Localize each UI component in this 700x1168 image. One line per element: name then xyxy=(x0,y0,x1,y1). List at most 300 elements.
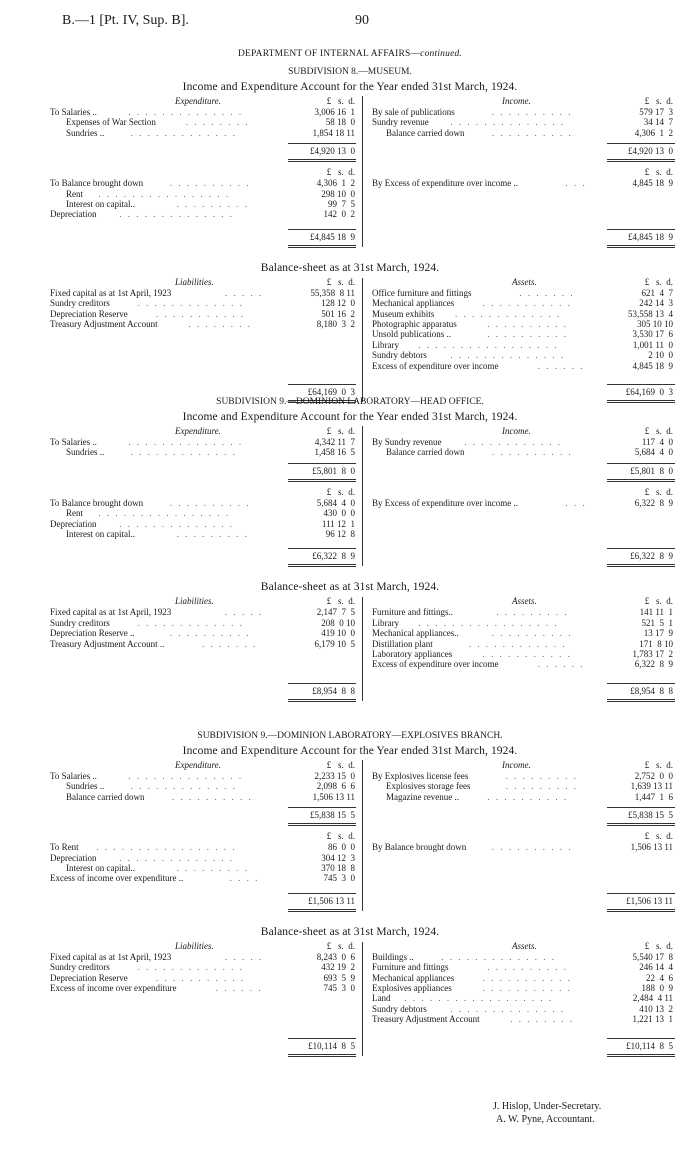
expenditure-row xyxy=(50,874,355,884)
bs-units-left-pence: d. xyxy=(348,940,355,951)
income-row-amount: 2,752 0 0 xyxy=(634,771,673,781)
subtotal-rule xyxy=(607,1038,675,1039)
income-row-label: By Excess of expenditure over income .. xyxy=(372,497,518,508)
ie-units-left-2-pence: d. xyxy=(348,167,355,178)
expenditure-row xyxy=(66,509,355,519)
subtotal-rule xyxy=(288,1038,356,1039)
asset-row-label: Museum exhibits xyxy=(372,308,435,319)
asset-row-label: Excess of expenditure over income xyxy=(372,659,499,670)
ie-units-right-2-pound: £ xyxy=(644,831,650,842)
income-row xyxy=(386,129,673,139)
bs-units-right-shilling: s. xyxy=(655,596,662,607)
ie-units-right-pound: £ xyxy=(644,760,650,770)
subtotal-rule xyxy=(288,683,356,684)
leader-dots: . . . . . . . . . . xyxy=(492,448,573,458)
total-double-rule xyxy=(288,159,356,162)
leader-dots: . . . . . . . . . . . . . xyxy=(455,309,562,319)
expenditure-row-amount: 96 12 8 xyxy=(325,529,355,539)
signature-accountant: A. W. Pyne, Accountant. xyxy=(496,1114,595,1125)
asset-row xyxy=(372,362,673,372)
expenditure-row xyxy=(66,793,355,803)
expenditure-row-label: Rent xyxy=(66,508,83,519)
leader-dots: . . . xyxy=(565,498,587,508)
liability-row-label: Depreciation Reserve .. xyxy=(50,628,135,639)
subtotal-rule xyxy=(607,548,675,549)
expenditure-row xyxy=(66,782,355,792)
leader-dots: . . . . . . . . . . . . . . xyxy=(119,853,234,863)
ie-units-right-2-pound: £ xyxy=(644,167,650,178)
expenditure-row-amount: 2,098 6 6 xyxy=(316,781,355,792)
subdivision-title: SUBDIVISION 9.—DOMINION LABORATORY—HEAD OFFICE. xyxy=(216,397,484,407)
leader-dots: . . . . . . . . . . xyxy=(487,792,569,802)
total-double-rule xyxy=(607,245,675,248)
asset-row-amount: 4,845 18 9 xyxy=(632,360,673,371)
leader-dots: . . . . . . . . . . . . . xyxy=(137,963,244,973)
bs-units-right-pence: d. xyxy=(666,596,673,607)
ie-units-right-2 xyxy=(613,168,673,177)
ie-units-left-2-shilling: s. xyxy=(337,486,344,497)
asset-row xyxy=(372,963,673,973)
expenditure-row-amount: 430 0 0 xyxy=(323,508,355,519)
bs-total-right: £64,169 0 3 xyxy=(625,387,673,397)
total-double-rule xyxy=(607,699,675,702)
income-row-amount: 117 4 0 xyxy=(641,437,673,447)
ie-total-right: £5,801 8 0 xyxy=(630,465,673,476)
asset-row-label: Mechanical appliances xyxy=(372,972,455,983)
asset-row-amount: 410 13 2 xyxy=(639,1003,673,1014)
expenditure-row-amount: 5,684 4 0 xyxy=(316,497,355,508)
total-double-rule xyxy=(288,699,356,702)
asset-row xyxy=(372,351,673,361)
liability-row-amount: 432 19 2 xyxy=(321,962,355,973)
total-double-rule xyxy=(607,479,675,482)
asset-row-label: Furniture and fittings xyxy=(372,962,449,973)
ie-units-right xyxy=(613,761,673,770)
continued-label: continued. xyxy=(420,49,463,59)
subtotal-rule xyxy=(288,143,356,144)
bs-units-left-shilling: s. xyxy=(337,940,344,951)
asset-row-label: Library xyxy=(372,617,399,628)
expenditure-row-amount: 4,342 11 7 xyxy=(314,437,355,447)
ie-units-right xyxy=(613,97,673,106)
income-row xyxy=(372,118,673,128)
ie-units-right-pound: £ xyxy=(644,96,650,106)
bs-units-right-pound: £ xyxy=(644,596,650,607)
asset-row-amount: 1,221 13 1 xyxy=(632,1014,673,1025)
asset-row-amount: 22 4 6 xyxy=(646,972,673,983)
total-double-rule xyxy=(288,1054,356,1057)
ie-total-left: £4,920 13 0 xyxy=(310,146,355,157)
subtotal-rule xyxy=(288,229,356,230)
leader-dots: . . . . . . . . . . . . . . . . . . xyxy=(404,994,554,1004)
ie-units-left-shilling: s. xyxy=(337,426,344,436)
expenditure-row-label: Balance carried down xyxy=(66,791,145,802)
asset-row-label: Unsold publications .. xyxy=(372,329,451,340)
expenditure-row xyxy=(66,118,355,128)
asset-row-amount: 3,530 17 6 xyxy=(632,329,673,340)
expenditure-row-label: To Rent xyxy=(50,842,79,853)
expenditure-row-amount: 745 3 0 xyxy=(323,873,355,884)
leader-dots: . . . . . . . . . . . xyxy=(482,973,572,983)
ie-units-left-shilling: s. xyxy=(337,96,344,106)
ie-units-left-pound: £ xyxy=(326,96,332,106)
leader-dots: . . . . . . . . . xyxy=(176,200,249,209)
subtotal-rule xyxy=(288,893,356,894)
leader-dots: . . . . . . . . . . . xyxy=(156,309,246,319)
asset-row-amount: 141 11 1 xyxy=(639,607,673,618)
ie-units-right-shilling: s. xyxy=(655,426,662,436)
income-expenditure-title: Income and Expenditure Account for the Year ended 31st March, 1924. xyxy=(182,81,518,93)
total-double-rule xyxy=(607,159,675,162)
leader-dots: . . . . . . . . . . . . . . xyxy=(450,118,566,128)
liability-row-label: Sundry creditors xyxy=(50,617,110,628)
leader-dots: . . . . . . . . . . . . . . xyxy=(128,438,244,447)
expenditure-row xyxy=(50,179,355,189)
expenditure-row-amount: 2,233 15 0 xyxy=(314,771,355,781)
leader-dots: . . . . . . . . . . . . . . xyxy=(119,519,234,529)
ie-units-left-shilling: s. xyxy=(337,760,344,770)
bs-column-divider xyxy=(362,942,363,1056)
asset-row xyxy=(372,299,673,309)
income-row-label: By Balance brought down xyxy=(372,842,467,853)
liability-row-amount: 501 16 2 xyxy=(321,308,355,319)
bs-column-divider xyxy=(362,597,363,700)
leader-dots: . . . . . . . . . xyxy=(176,864,249,873)
page-number: 90 xyxy=(355,13,369,28)
ie-total-left-2: £4,845 18 9 xyxy=(310,231,355,242)
leader-dots: . . . . . . . . . . xyxy=(169,629,251,639)
leader-dots: . . . . . . . . . . . . . . xyxy=(450,1004,566,1014)
liabilities-column-head: Liabilities. xyxy=(175,940,214,951)
liability-row-label: Fixed capital as at 1st April, 1923 xyxy=(50,287,172,298)
bs-units-right-shilling: s. xyxy=(655,940,662,951)
leader-dots: . . . . . . . . . . xyxy=(492,128,573,138)
asset-row xyxy=(372,608,673,618)
income-row xyxy=(372,179,673,189)
leader-dots: . . . . . . . . . . . . . . . . . xyxy=(96,843,237,853)
leader-dots: . . . . . . . . . xyxy=(505,772,578,781)
bs-total-left: £64,169 0 3 xyxy=(307,387,355,397)
asset-row-amount: 188 0 9 xyxy=(641,983,673,993)
expenditure-row-amount: 142 0 2 xyxy=(323,209,355,220)
liability-row-amount: 8,180 3 2 xyxy=(316,319,355,329)
income-row-amount: 1,447 1 6 xyxy=(634,791,673,802)
leader-dots: . . . . . . . . . . . xyxy=(482,299,572,309)
balance-sheet-title: Balance-sheet as at 31st March, 1924. xyxy=(260,581,440,594)
expenditure-row-label: Depreciation xyxy=(50,852,97,863)
ie-units-right-2-pence: d. xyxy=(666,831,673,842)
ie-units-left-2-shilling: s. xyxy=(337,167,344,178)
ie-units-left-2-pence: d. xyxy=(348,486,355,497)
leader-dots: . . . . . . . . . . . . . xyxy=(130,448,237,458)
bs-units-left-shilling: s. xyxy=(337,276,344,287)
balance-sheet-title: Balance-sheet as at 31st March, 1924. xyxy=(260,925,440,938)
leader-dots: . . . . . . xyxy=(215,984,263,993)
income-column-head: Income. xyxy=(502,96,531,106)
income-column-head: Income. xyxy=(502,426,531,436)
expenditure-row-label: Expenses of War Section xyxy=(66,117,156,128)
asset-row-amount: 621 4 7 xyxy=(641,287,673,298)
income-row-amount: 1,506 13 11 xyxy=(630,842,673,853)
liability-row-amount: 6,179 10 5 xyxy=(314,638,355,649)
liability-row-amount: 745 3 0 xyxy=(323,983,355,993)
leader-dots: . . . . . . . . . . xyxy=(169,498,251,508)
liability-row-amount: 208 0 10 xyxy=(321,617,355,628)
ie-units-left xyxy=(295,761,355,770)
total-double-rule xyxy=(288,245,356,248)
liability-row xyxy=(50,640,355,650)
leader-dots: . . . . . . . . . . . . . xyxy=(137,299,244,309)
ie-units-left-2-shilling: s. xyxy=(337,831,344,842)
ie-units-right-2 xyxy=(613,488,673,497)
leader-dots: . . . . . . xyxy=(537,361,585,371)
expenditure-row-amount: 1,506 13 11 xyxy=(312,791,355,802)
liability-row-amount: 128 12 0 xyxy=(321,298,355,309)
liability-row xyxy=(50,629,355,639)
expenditure-row xyxy=(50,843,355,853)
ie-column-divider xyxy=(362,96,363,247)
expenditure-row-label: Depreciation xyxy=(50,518,97,529)
total-double-rule xyxy=(607,823,675,826)
leader-dots: . . . . . . . . . . xyxy=(487,320,568,329)
liability-row xyxy=(50,984,355,994)
ie-units-left-pence: d. xyxy=(348,426,355,436)
expenditure-row-amount: 1,458 16 5 xyxy=(314,447,355,458)
ie-units-left xyxy=(295,427,355,436)
total-double-rule xyxy=(288,564,356,567)
leader-dots: . . . . . . . . . xyxy=(496,608,569,618)
leader-dots: . . . . . . . . xyxy=(510,1015,574,1025)
subtotal-rule xyxy=(288,463,356,464)
ie-units-left-2 xyxy=(295,168,355,177)
total-double-rule xyxy=(607,1054,675,1057)
leader-dots: . . . . . . . . . . . . . xyxy=(137,618,244,628)
bs-total-left: £8,954 8 8 xyxy=(312,685,355,696)
bs-units-right-shilling: s. xyxy=(655,276,662,287)
bs-total-right: £10,114 8 5 xyxy=(626,1040,673,1051)
subdivision-title: SUBDIVISION 8.—MUSEUM. xyxy=(288,67,412,77)
bs-units-left-pound: £ xyxy=(326,940,332,951)
asset-row-amount: 13 17 9 xyxy=(643,628,673,639)
leader-dots: . . . . . . . . . . xyxy=(487,330,568,340)
liability-row-label: Fixed capital as at 1st April, 1923 xyxy=(50,607,172,618)
subtotal-rule xyxy=(607,143,675,144)
asset-row-amount: 521 5 1 xyxy=(641,617,673,628)
bs-units-left xyxy=(295,278,355,287)
asset-row xyxy=(372,1015,673,1025)
liability-row-amount: 55,358 8 11 xyxy=(310,287,355,298)
bs-units-right xyxy=(613,278,673,287)
income-row-amount: 579 17 3 xyxy=(639,107,673,117)
expenditure-row xyxy=(66,129,355,139)
asset-row-label: Mechanical appliances.. xyxy=(372,628,459,639)
leader-dots: . . . . . xyxy=(225,608,264,618)
bs-total-left: £10,114 8 5 xyxy=(308,1040,355,1051)
income-row-label: Magazine revenue .. xyxy=(386,791,459,802)
subtotal-rule xyxy=(607,807,675,808)
ie-units-right-pence: d. xyxy=(666,760,673,770)
income-row-label: Balance carried down xyxy=(386,447,465,458)
asset-row xyxy=(372,660,673,670)
asset-row-label: Furniture and fittings.. xyxy=(372,607,453,618)
asset-row-label: Excess of expenditure over income xyxy=(372,360,499,371)
subtotal-rule xyxy=(607,229,675,230)
leader-dots: . . . . . . . xyxy=(202,639,258,649)
asset-row-label: Photographic apparatus xyxy=(372,319,457,329)
liability-row xyxy=(50,299,355,309)
asset-row-amount: 6,322 8 9 xyxy=(634,659,673,670)
ie-units-left-pound: £ xyxy=(326,426,332,436)
expenditure-row-label: Sundries .. xyxy=(66,781,105,792)
ie-units-left-pence: d. xyxy=(348,760,355,770)
asset-row xyxy=(372,994,673,1004)
expenditure-row-amount: 298 10 0 xyxy=(321,188,355,199)
liability-row-amount: 419 10 0 xyxy=(321,628,355,639)
expenditure-column-head: Expenditure. xyxy=(175,760,221,770)
ie-total-left-2: £1,506 13 11 xyxy=(308,895,355,906)
income-row-amount: 1,639 13 11 xyxy=(630,781,673,792)
income-row xyxy=(386,793,673,803)
bs-units-left-pence: d. xyxy=(348,596,355,607)
liability-row-label: Fixed capital as at 1st April, 1923 xyxy=(50,951,172,962)
ie-units-right-2-shilling: s. xyxy=(655,831,662,842)
subdivision-title: SUBDIVISION 9.—DOMINION LABORATORY—EXPLOSIVES BRANCH. xyxy=(197,731,503,741)
leader-dots: . . . . . . . . . . xyxy=(491,629,573,639)
asset-row-amount: 2 10 0 xyxy=(648,350,673,361)
leader-dots: . . . . . . . . xyxy=(185,118,250,128)
total-double-rule xyxy=(288,823,356,826)
asset-row-amount: 242 14 3 xyxy=(639,298,673,309)
expenditure-row xyxy=(66,200,355,210)
expenditure-row-label: Interest on capital.. xyxy=(66,529,135,539)
income-row-label: By Sundry revenue xyxy=(372,437,442,447)
income-row-label: By Explosives license fees xyxy=(372,771,469,781)
leader-dots: . . . . . . . . . . . . xyxy=(464,438,562,447)
ie-units-right-2-shilling: s. xyxy=(655,167,662,178)
bs-units-right xyxy=(613,942,673,951)
asset-row-label: Library xyxy=(372,339,399,350)
income-expenditure-title: Income and Expenditure Account for the Year ended 31st March, 1924. xyxy=(182,745,518,757)
expenditure-row xyxy=(66,448,355,458)
income-row-amount: 34 14 7 xyxy=(643,117,673,128)
liability-row xyxy=(50,963,355,973)
expenditure-row-label: To Salaries .. xyxy=(50,771,97,781)
ie-units-right-2-pound: £ xyxy=(644,486,650,497)
assets-column-head: Assets. xyxy=(512,940,537,951)
liabilities-column-head: Liabilities. xyxy=(175,596,214,607)
subtotal-rule xyxy=(288,807,356,808)
expenditure-row-label: To Balance brought down xyxy=(50,497,144,508)
ie-units-right-2-pence: d. xyxy=(666,486,673,497)
signature-under-secretary: J. Hislop, Under-Secretary. xyxy=(493,1101,602,1112)
income-row-label: By Excess of expenditure over income .. xyxy=(372,178,518,189)
expenditure-column-head: Expenditure. xyxy=(175,426,221,436)
liability-row-label: Sundry creditors xyxy=(50,298,110,309)
bs-units-right-pence: d. xyxy=(666,940,673,951)
asset-row xyxy=(372,984,673,994)
asset-row-label: Office furniture and fittings xyxy=(372,287,472,298)
expenditure-row-label: Rent xyxy=(66,188,83,199)
leader-dots: . . . . xyxy=(229,874,260,884)
asset-row-amount: 53,558 13 4 xyxy=(628,308,673,319)
liability-row-label: Excess of income over expenditure xyxy=(50,983,177,993)
asset-row-label: Laboratory appliances xyxy=(372,649,453,659)
ie-units-right-2 xyxy=(613,832,673,841)
ie-column-divider xyxy=(362,426,363,566)
expenditure-row-amount: 111 12 1 xyxy=(321,518,355,529)
ie-units-left-2-pence: d. xyxy=(348,831,355,842)
ie-total-left: £5,801 8 0 xyxy=(312,465,355,476)
ie-units-right-shilling: s. xyxy=(655,760,662,770)
bs-units-right-pound: £ xyxy=(644,276,650,287)
ie-units-left-2-pound: £ xyxy=(326,167,332,178)
leader-dots: . . . . . . . . . xyxy=(505,782,579,792)
leader-dots: . . . . . . . . . . xyxy=(491,843,573,853)
liability-row xyxy=(50,608,355,618)
expenditure-row-amount: 4,306 1 2 xyxy=(316,178,355,189)
ie-units-left-pence: d. xyxy=(348,96,355,106)
subtotal-rule xyxy=(607,384,675,385)
ie-units-left-2-pound: £ xyxy=(326,831,332,842)
ie-total-right-2: £1,506 13 11 xyxy=(626,895,673,906)
ie-total-right: £5,838 15 5 xyxy=(628,810,673,821)
asset-row-label: Treasury Adjustment Account xyxy=(372,1014,480,1025)
bs-column-divider xyxy=(362,278,363,402)
subtotal-rule xyxy=(607,463,675,464)
income-row-label: Balance carried down xyxy=(386,127,465,138)
expenditure-column-head: Expenditure. xyxy=(175,96,221,106)
asset-row-amount: 305 10 10 xyxy=(637,319,673,329)
bs-units-left-pound: £ xyxy=(326,276,332,287)
bs-total-right: £8,954 8 8 xyxy=(630,685,673,696)
expenditure-row-amount: 1,854 18 11 xyxy=(312,127,355,138)
liability-row-label: Depreciation Reserve xyxy=(50,972,128,983)
total-double-rule xyxy=(288,479,356,482)
balance-sheet-title: Balance-sheet as at 31st March, 1924. xyxy=(260,261,440,274)
liability-row-amount: 2,147 7 5 xyxy=(316,607,355,618)
liability-row-label: Sundry creditors xyxy=(50,962,110,973)
asset-row-label: Distillation plant xyxy=(372,638,433,649)
liability-row-label: Depreciation Reserve xyxy=(50,308,128,319)
leader-dots: . . . . . . . . . . xyxy=(487,963,568,973)
subtotal-rule xyxy=(288,548,356,549)
leader-dots: . . . . . . . . . . . . . xyxy=(130,782,237,792)
expenditure-row-label: Sundries .. xyxy=(66,447,105,458)
expenditure-row-label: To Balance brought down xyxy=(50,178,144,189)
ie-total-right-2: £6,322 8 9 xyxy=(630,551,673,562)
leader-dots: . . . . . . . . . . . xyxy=(482,984,572,993)
expenditure-row-label: To Salaries .. xyxy=(50,437,97,447)
asset-row-label: Land xyxy=(372,993,391,1004)
income-row-label: Sundry revenue xyxy=(372,117,429,128)
asset-row-label: Mechanical appliances xyxy=(372,298,455,309)
bs-units-left-shilling: s. xyxy=(337,596,344,607)
asset-row-label: Sundry debtors xyxy=(372,1003,427,1014)
income-row-label: By sale of publications xyxy=(372,107,455,117)
bs-units-left-pound: £ xyxy=(326,596,332,607)
expenditure-row-label: Interest on capital.. xyxy=(66,199,135,209)
ie-units-right-2-pence: d. xyxy=(666,167,673,178)
bs-units-right-pound: £ xyxy=(644,940,650,951)
ie-units-left-pound: £ xyxy=(326,760,332,770)
department-heading: DEPARTMENT OF INTERNAL AFFAIRS—continued. xyxy=(237,49,463,59)
asset-row xyxy=(372,330,673,340)
asset-row-label: Sundry debtors xyxy=(372,350,427,361)
leader-dots: . . . . . . . . . xyxy=(176,530,249,539)
asset-row-amount: 1,783 17 2 xyxy=(632,649,673,659)
ie-units-right xyxy=(613,427,673,436)
ie-units-right-shilling: s. xyxy=(655,96,662,106)
